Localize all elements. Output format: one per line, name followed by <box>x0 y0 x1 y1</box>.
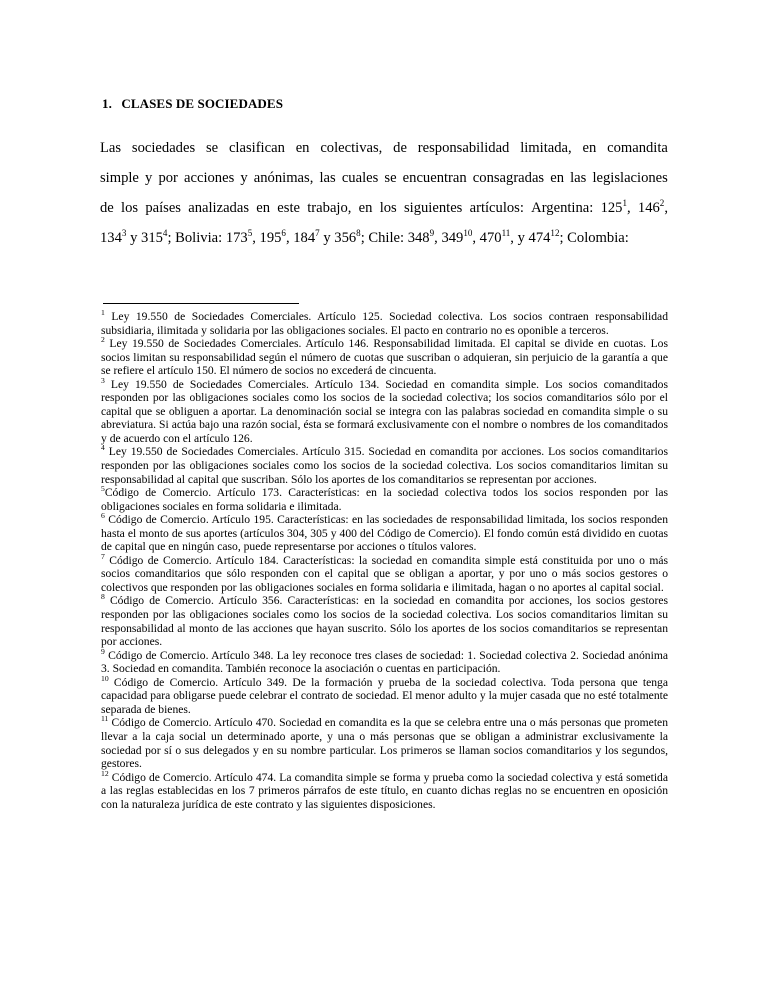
body-word: en <box>582 140 597 156</box>
body-word: se <box>205 140 219 156</box>
footnote-text: Código de Comercio. Artículo 348. La ley reconoce tres clases de sociedad: 1. Sociedad colectiva 2. Sociedad anónima 3. Sociedad en comandita. También reconoce la asociación o cuentas en participación. <box>101 648 668 676</box>
footnote-marker: 1 <box>101 308 105 318</box>
body-word: artículos: <box>469 200 524 216</box>
body-word: este <box>277 200 300 216</box>
body-word: las <box>319 170 336 186</box>
footnote-item <box>101 594 668 648</box>
footnote-separator <box>103 303 299 304</box>
footnote-item <box>101 337 668 378</box>
body-word: acciones <box>184 170 235 186</box>
body-segment: , $184^7$ <box>285 228 320 246</box>
footnote-text: Código de Comercio. Artículo 356. Características: en la sociedad en comandita por acciones, los socios gestores responden por las obligaciones sociales como los socios de la sociedad colectiva. Los socios comanditarios limitan su responsabilidad al monto de las acciones que hayan suscrito. Sólo los aportes de los socios comanditarios se representan por acciones. <box>101 594 668 649</box>
footnote-item <box>101 445 668 486</box>
footnote-item <box>101 310 668 337</box>
footnote-marker: 10 <box>101 673 109 683</box>
footnote-text: Código de Comercio. Artículo 474. La comandita simple se forma y prueba como la sociedad colectiva y está sometida a las reglas establecidas en los 7 primeros párrafos de este título, en cuanto dichas reglas no se encuentren en oposición con la naturaleza jurídica de este contrato y las siguientes disposiciones. <box>101 770 668 811</box>
footnote-text: Ley 19.550 de Sociedades Comerciales. Artículo 134. Sociedad en comandita simple. Los socios comanditados responden por las obligaciones sociales como los socios de la sociedad colectiva; los socios comanditarios sólo por el capital que se obliguen a aportar. La denominación social se integra con las palabras sociedad en comandita simple o su abreviatura. Si actúa bajo una razón social, ésta se formará exclusivamente con el nombre o nombres de los comanditados y de acuerdo con el artículo 126. <box>101 377 668 445</box>
footnote-text: Código de Comercio. Artículo 184. Características: la sociedad en comandita simple está constituida por uno o más socios comanditarios que sólo responden con el capital que se obligan a aportar, y por uno o más socios gestores o colectivos que responden por las obligaciones sociales en forma solidaria e ilimitada, hagan o no aportes al capital social. <box>101 553 668 594</box>
body-word: limitada, <box>520 140 572 156</box>
body-word: se <box>384 170 397 186</box>
body-line-4-words <box>100 223 668 253</box>
body-word: de <box>393 140 407 156</box>
footnote-ref[interactable]: 7 <box>315 228 320 239</box>
body-segment: ; Colombia: <box>559 230 629 246</box>
body-word: colectivas, <box>320 140 383 156</box>
body-segment: , $470^{11}$ <box>472 228 511 246</box>
body-segment: y $315^4$ <box>126 228 168 246</box>
body-word: las <box>570 170 587 186</box>
body-line-3 <box>100 193 668 223</box>
body-word: analizadas <box>188 200 250 216</box>
footnote-list <box>101 310 668 811</box>
footnote-marker: 4 <box>101 443 105 453</box>
footnote-marker: 5 <box>101 484 105 494</box>
footnote-item <box>101 716 668 770</box>
body-word: $125^1$, <box>600 198 631 216</box>
footnote-text: Código de Comercio. Artículo 173. Características: en la sociedad colectiva todos los socios responden por las obligaciones sociales en forma solidaria e ilimitada. <box>101 486 668 513</box>
body-segment: , y $474^{12}$ <box>510 228 560 246</box>
footnote-item <box>101 673 668 717</box>
body-word: los <box>379 200 397 216</box>
body-line-3-words <box>100 193 668 223</box>
body-word: consagradas <box>472 170 545 186</box>
body-line-1 <box>100 133 668 163</box>
body-word: simple <box>100 170 139 186</box>
footnote-marker: 2 <box>101 335 105 345</box>
footnote-marker: 11 <box>101 714 109 724</box>
footnote-marker: 7 <box>101 551 105 561</box>
footnote-marker: 12 <box>101 768 109 778</box>
body-paragraph <box>100 133 668 253</box>
body-word: comandita <box>607 140 668 156</box>
footnote-marker: 3 <box>101 375 105 385</box>
body-word: responsabilidad <box>417 140 510 156</box>
body-word: sociedades <box>131 140 196 156</box>
body-word: encuentran <box>402 170 467 186</box>
footnote-ref[interactable]: 10 <box>463 228 473 239</box>
footnote-ref[interactable]: 4 <box>162 228 168 239</box>
body-segment: ; Bolivia: $173^5$ <box>167 228 253 246</box>
footnote-marker: 9 <box>101 646 105 656</box>
body-word: Argentina: <box>531 200 594 216</box>
body-word: los <box>121 200 139 216</box>
footnote-ref[interactable]: 9 <box>429 228 435 239</box>
footnote-item <box>101 551 668 595</box>
body-word: siguientes <box>403 200 463 216</box>
footnote-ref[interactable]: 12 <box>550 228 560 239</box>
footnote-item <box>101 646 668 676</box>
footnote-ref[interactable]: 2 <box>659 198 665 209</box>
footnote-item <box>101 768 668 812</box>
footnote-ref[interactable]: 5 <box>247 228 253 239</box>
body-word: clasifican <box>228 140 285 156</box>
body-segment: , $349^{10}$ <box>434 228 473 246</box>
body-word: por <box>158 170 178 186</box>
footnote-ref[interactable]: 11 <box>501 228 511 239</box>
footnote-ref[interactable]: 8 <box>356 228 361 239</box>
body-word: anónimas, <box>253 170 314 186</box>
footnote-text: Ley 19.550 de Sociedades Comerciales. Artículo 315. Sociedad en comandita por acciones. Los socios comanditarios responden por las obligaciones sociales como los socios de la sociedad colectiva. Los socios comanditarios limitan su responsabilidad al capital que suscriban. Sólo los aportes de los comanditarios se representan por acciones. <box>101 445 668 486</box>
body-segment: $134^3$ <box>100 228 127 246</box>
body-word: $146^2$, <box>637 198 668 216</box>
footnote-marker: 6 <box>101 511 105 521</box>
footnote-ref[interactable]: 3 <box>121 228 127 239</box>
footnote-text: Ley 19.550 de Sociedades Comerciales. Artículo 146. Responsabilidad limitada. El capital se divide en cuotas. Los socios limitan su responsabilidad según el número de cuotas que suscriban o adquieran, sin perjuicio de la garantía a que se refiere el artículo 150. El número de socios no excederá de cincuenta. <box>101 337 668 378</box>
footnote-ref[interactable]: 6 <box>281 228 286 239</box>
body-segment: ; Chile: $348^9$ <box>360 228 435 246</box>
footnote-text: Código de Comercio. Artículo 195. Características: en las sociedades de responsabilidad limitada, los socios responden hasta el monto de sus aportes (artículos 304, 305 y 400 del Código de Comercio). El fondo común está dividido en cuotas de capital que en ningún caso, puede representarse por acciones o títulos valores. <box>101 513 668 554</box>
body-line-1-words <box>100 133 668 163</box>
body-segment: , $195^6$ <box>252 228 286 246</box>
footnote-item <box>101 513 668 554</box>
body-line-2 <box>100 163 668 193</box>
body-word: y <box>145 170 153 186</box>
footnote-item <box>101 375 668 446</box>
body-word: legislaciones <box>592 170 668 186</box>
body-word: de <box>100 200 114 216</box>
body-line-4 <box>100 223 668 253</box>
heading-number: 1. <box>102 95 112 111</box>
body-word: en <box>295 140 310 156</box>
footnote-item <box>101 486 668 513</box>
body-word: Las <box>100 140 122 156</box>
body-word: en <box>550 170 565 186</box>
footnote-ref[interactable]: 1 <box>622 198 627 209</box>
page-title <box>102 96 668 112</box>
body-word: cuales <box>341 170 379 186</box>
body-word: y <box>240 170 248 186</box>
body-word: en <box>256 200 271 216</box>
footnote-text: Ley 19.550 de Sociedades Comerciales. Artículo 125. Sociedad colectiva. Los socios contraen responsabilidad subsidiaria, ilimitada y solidaria por las obligaciones sociales. El pacto en contrario no es oponible a terceros. <box>101 310 668 337</box>
heading-text: CLASES DE SOCIEDADES <box>121 95 284 111</box>
body-line-2-words <box>100 163 668 193</box>
body-segment: y $356^8$ <box>319 228 361 246</box>
body-word: países <box>145 200 181 216</box>
footnote-text: Código de Comercio. Artículo 470. Sociedad en comandita es la que se celebra entre una o más personas que prometen llevar a la caja social un determinado aporte, y una o más personas que se obligan a administrar exclusivamente la sociedad por sí o sus delegados y en su nombre particular. Los primeros se llaman socios comanditarios y los segundos, gestores. <box>101 716 668 771</box>
body-word: trabajo, <box>307 200 352 216</box>
body-word: en <box>358 200 373 216</box>
footnote-marker: 8 <box>101 592 105 602</box>
footnote-text: Código de Comercio. Artículo 349. De la formación y prueba de la sociedad colectiva. Toda persona que tenga capacidad para obligarse puede celebrar el contrato de sociedad. El menor adulto y la mujer casada que no esté totalmente separada de bienes. <box>101 675 668 716</box>
